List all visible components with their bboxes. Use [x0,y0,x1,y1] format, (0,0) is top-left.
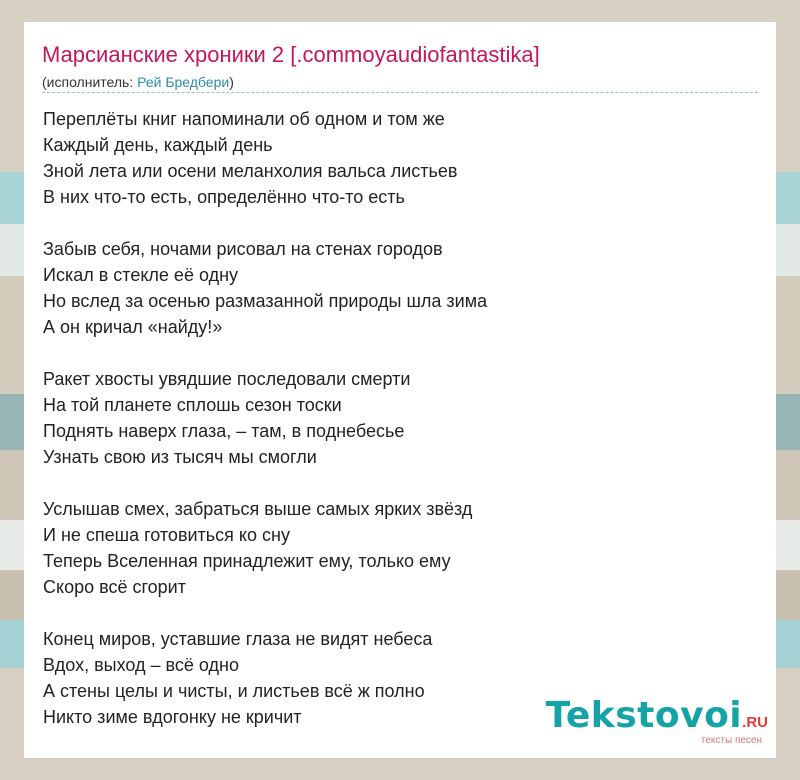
lyric-line: Конец миров, уставшие глаза не видят небеса [43,629,433,649]
artist-line [42,74,234,90]
lyric-line: А он кричал «найду!» [43,317,223,337]
lyrics-card [24,22,776,758]
lyric-line: В них что-то есть, определённо что-то есть [43,187,405,207]
lyric-line: А стены целы и чисты, и листьев всё ж полно [43,681,425,701]
lyric-line: Ракет хвосты увядшие последовали смерти [43,369,411,389]
artist-suffix: ) [229,74,234,90]
logo-tld: .RU [742,714,768,731]
lyric-line: Скоро всё сгорит [43,577,186,597]
lyric-line: Теперь Вселенная принадлежит ему, только ему [43,551,451,571]
lyric-line: Вдох, выход – всё одно [43,655,239,675]
logo-name: Tekstovoi [545,695,743,736]
stanza-gap [43,340,487,366]
lyric-line: Каждый день, каждый день [43,135,273,155]
artist-prefix: (исполнитель: [42,74,138,90]
lyric-line: Но вслед за осенью размазанной природы шла зима [43,291,488,311]
lyric-line: Искал в стекле её одну [43,265,239,285]
lyrics-text [43,106,487,730]
stanza-gap [43,470,487,496]
lyric-line: На той планете сплошь сезон тоски [43,395,342,415]
stanza-gap [43,600,487,626]
lyric-line: Зной лета или осени меланхолия вальса листьев [43,161,458,181]
song-title: Марсианские хроники 2 [.commoyaudiofantastika] [42,42,540,67]
stanza-gap [43,210,487,236]
tekstovoi-logo[interactable] [545,695,768,746]
lyric-line: Никто зиме вдогонку не кричит [43,707,302,727]
divider [42,92,758,93]
lyric-line: Забыв себя, ночами рисовал на стенах городов [43,239,443,259]
lyric-line: Поднять наверх глаза, – там, в поднебесье [43,421,405,441]
lyric-line: Узнать свою из тысяч мы смогли [43,447,317,467]
logo-tagline: тексты песен [700,735,762,746]
lyric-line: Услышав смех, забраться выше самых ярких звёзд [43,499,473,519]
lyric-line: И не спеша готовиться ко сну [43,525,290,545]
artist-link[interactable]: Рей Бредбери [137,74,230,90]
lyric-line: Переплёты книг напоминали об одном и том же [43,109,445,129]
